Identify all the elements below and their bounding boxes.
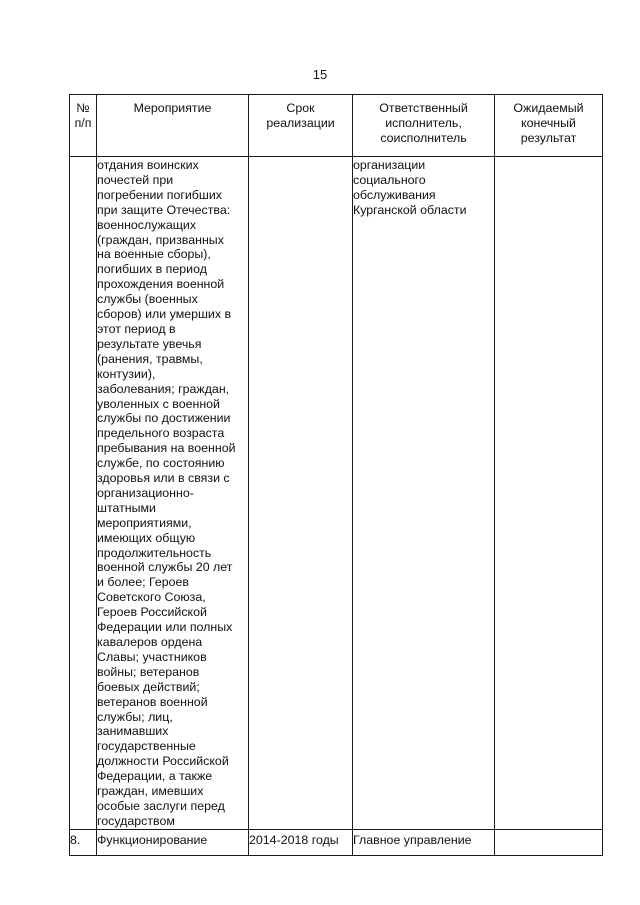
text-line: занимавших [97, 724, 169, 739]
text-line: здоровья или в связи с [97, 471, 230, 486]
text-line: прохождения военной [97, 277, 225, 292]
text-line: государственные [97, 739, 196, 754]
event-text [97, 158, 248, 829]
text-line: Федерации, а также [97, 769, 213, 784]
header-responsible-line: исполнитель, [385, 115, 462, 130]
text-line: результате увечья [97, 336, 202, 351]
cell-responsible: Главное управление [353, 829, 495, 855]
header-term-line: реализации [266, 115, 335, 130]
text-line: Героев Российской [97, 605, 207, 620]
header-result-line: результат [520, 130, 577, 145]
text-line: войны; ветеранов [97, 664, 200, 679]
text-line: обслуживания [353, 187, 436, 202]
page-number: 15 [312, 67, 328, 82]
text-line: ветеранов военной [97, 694, 208, 709]
header-result-line: Ожидаемый [513, 101, 584, 115]
text-line: продолжительность [97, 545, 212, 560]
text-line: Славы; участников [97, 649, 207, 664]
text-line: заболевания; граждан, [97, 381, 230, 396]
text-line: граждан, имевших [97, 784, 204, 799]
text-line: (ранения, травмы, [97, 351, 203, 366]
cell-result [495, 157, 603, 830]
text-line: погибших в период [97, 262, 207, 277]
text-line: и более; Героев [97, 575, 190, 590]
cell-num [70, 157, 97, 830]
header-responsible-line: соисполнитель [380, 130, 467, 145]
text-line: военнослужащих [97, 217, 197, 232]
text-line: социального [353, 172, 426, 187]
text-line: организационно- [97, 485, 194, 500]
cell-event: Функционирование [97, 829, 249, 855]
header-num-line: п/п [74, 115, 92, 130]
text-line: кавалеров ордена [97, 635, 203, 649]
text-line: погребении погибших [97, 187, 222, 202]
table-row [70, 157, 603, 830]
program-table [69, 94, 603, 856]
header-event [97, 95, 249, 157]
header-num [70, 95, 97, 157]
header-result-line: конечный [521, 115, 576, 130]
text-line: Курганской области [353, 202, 467, 217]
text-line: особые заслуги перед [97, 798, 225, 813]
text-line: пребывания на военной [97, 441, 236, 456]
text-line: на военные сборы), [97, 247, 211, 262]
text-line: службе, по состоянию [97, 456, 225, 471]
text-line: службы по достижении [97, 411, 231, 426]
header-term [249, 95, 353, 157]
text-line: при защите Отечества: [97, 202, 231, 217]
text-line: контузии), [97, 366, 156, 381]
text-line: уволенных с военной [97, 396, 220, 411]
header-responsible-line: Ответственный [379, 101, 468, 115]
cell-event [97, 157, 249, 830]
header-responsible [353, 95, 495, 157]
header-term-line: Срок [286, 101, 315, 115]
text-line: организации [353, 158, 426, 172]
text-line: Советского Союза, [97, 590, 206, 605]
cell-term: 2014-2018 годы [249, 829, 353, 855]
text-line: сборов) или умерших в [97, 307, 232, 322]
text-line: этот период в [97, 321, 176, 336]
text-line: службы; лиц, [97, 709, 173, 724]
text-line: военной службы 20 лет [97, 560, 233, 575]
cell-responsible [353, 157, 495, 830]
text-line: государством [97, 813, 175, 828]
text-line: предельного возраста [97, 426, 225, 441]
cell-term [249, 157, 353, 830]
cell-num: 8. [70, 829, 97, 855]
header-num-line: № [76, 101, 90, 115]
text-line: Федерации или полных [97, 620, 233, 635]
text-line: боевых действий; [97, 679, 200, 694]
responsible-text [353, 158, 494, 218]
table-row [70, 829, 603, 855]
text-line: мероприятиями, [97, 515, 192, 530]
text-line: имеющих общую [97, 530, 196, 545]
header-result [495, 95, 603, 157]
header-event-line: Мероприятие [133, 101, 212, 115]
text-line: почестей при [97, 172, 174, 187]
text-line: отдания воинских [97, 158, 199, 172]
text-line: должности Российской [97, 754, 229, 769]
text-line: службы (военных [97, 292, 198, 307]
text-line: штатными [97, 500, 156, 515]
table-header-row [70, 95, 603, 157]
cell-result [495, 829, 603, 855]
text-line: (граждан, призванных [97, 232, 224, 247]
